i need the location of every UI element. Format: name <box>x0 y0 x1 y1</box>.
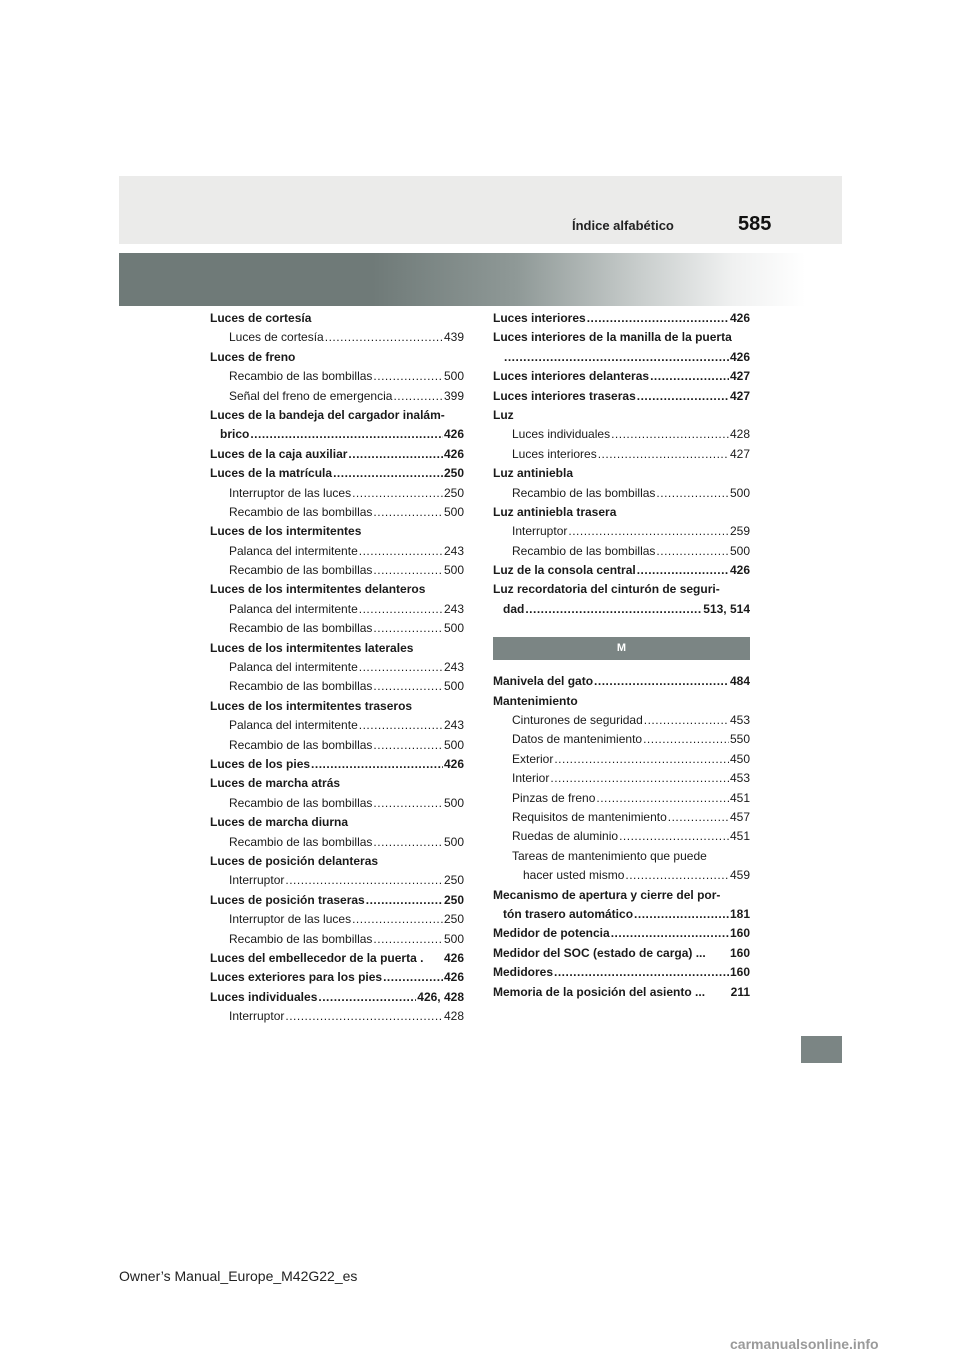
index-entry <box>493 905 750 924</box>
index-entry <box>493 983 750 1002</box>
index-entry <box>493 750 750 769</box>
header-band <box>119 176 842 244</box>
leader-dots <box>373 794 443 813</box>
leader-dots <box>637 387 729 406</box>
leader-dots <box>525 600 702 619</box>
index-entry <box>210 445 464 464</box>
page-number: 585 <box>738 213 772 235</box>
index-entry <box>210 328 464 347</box>
index-entry <box>210 968 464 987</box>
entry-label: Luces del embellecedor de la puerta . <box>210 950 424 965</box>
footer-manual-id: Owner’s Manual_Europe_M42G22_es <box>119 1268 358 1284</box>
entry-label: Interior <box>512 771 550 786</box>
entry-label: Interruptor <box>229 873 285 888</box>
index-entry <box>493 580 750 599</box>
leader-dots <box>373 677 443 696</box>
index-entry <box>210 309 464 328</box>
letter-header: M <box>493 637 750 660</box>
entry-page-number[interactable]: 160 <box>729 926 750 941</box>
index-entry <box>493 328 750 347</box>
entry-label: Luces exteriores para los pies <box>210 970 383 985</box>
leader-dots <box>250 425 443 444</box>
index-entry <box>493 484 750 503</box>
entry-label: Luces de marcha diurna <box>210 815 349 830</box>
entry-page-number[interactable]: 160 <box>729 945 750 960</box>
entry-label: Recambio de las bombillas <box>229 369 373 384</box>
entry-page-number[interactable]: 250 <box>443 892 464 907</box>
leader-dots <box>619 827 729 846</box>
entry-label: brico <box>220 427 250 442</box>
entry-label: Mantenimiento <box>493 693 578 708</box>
entry-label: Interruptor <box>512 524 568 539</box>
entry-page-number[interactable]: 426 <box>729 311 750 325</box>
entry-label: Recambio de las bombillas <box>229 504 373 519</box>
index-entry <box>493 367 750 386</box>
entry-label: Exterior <box>512 751 554 766</box>
index-entry <box>210 697 464 716</box>
index-entry <box>210 561 464 580</box>
entry-page-number[interactable]: 399 <box>443 388 464 403</box>
entry-page-number[interactable]: 453 <box>729 771 750 786</box>
entry-page-number[interactable]: 450 <box>729 751 750 766</box>
entry-label: Medidores <box>493 965 554 980</box>
entry-page-number[interactable]: 513, 514 <box>703 601 750 616</box>
entry-page-number[interactable]: 439 <box>443 330 464 345</box>
index-entry <box>210 677 464 696</box>
entry-page-number[interactable]: 243 <box>443 601 464 616</box>
index-entry <box>493 944 750 963</box>
entry-label: Palanca del intermitente <box>229 601 358 616</box>
entry-label: Luces de la matrícula <box>210 466 333 481</box>
entry-page-number[interactable]: 428 <box>729 427 750 442</box>
leader-dots <box>554 750 729 769</box>
entry-label: Luces individuales <box>210 989 318 1004</box>
entry-label: Luces de los pies <box>210 756 311 771</box>
entry-label: Interruptor de las luces <box>229 912 352 927</box>
entry-page-number[interactable]: 500 <box>729 543 750 558</box>
entry-label: Ruedas de aluminio <box>512 829 619 844</box>
entry-label: Luz antiniebla trasera <box>493 504 617 519</box>
entry-label: Luz recordatoria del cinturón de seguri- <box>493 582 720 597</box>
index-entry <box>493 309 750 328</box>
entry-page-number[interactable]: 500 <box>443 369 464 384</box>
entry-page-number[interactable]: 550 <box>729 732 750 747</box>
entry-label: Interruptor <box>229 1009 285 1024</box>
index-entry <box>210 464 464 483</box>
entry-label: Medidor del SOC (estado de carga) ... <box>493 945 706 960</box>
entry-label: tón trasero automático <box>503 906 634 921</box>
entry-label: Luces interiores traseras <box>493 388 636 403</box>
index-entry <box>493 522 750 541</box>
index-entry <box>210 522 464 541</box>
entry-page-number[interactable]: 243 <box>443 543 464 558</box>
index-entry <box>493 711 750 730</box>
entry-label: Luces de los intermitentes laterales <box>210 640 414 655</box>
leader-dots <box>668 808 729 827</box>
leader-dots <box>373 503 443 522</box>
entry-label: Mecanismo de apertura y cierre del por- <box>493 887 721 902</box>
entry-page-number[interactable]: 453 <box>729 713 750 728</box>
entry-label: Luces de marcha atrás <box>210 776 341 791</box>
entry-label: Palanca del intermitente <box>229 543 358 558</box>
leader-dots <box>596 789 729 808</box>
index-entry <box>493 789 750 808</box>
entry-label: Luz <box>493 407 514 422</box>
index-column-left <box>210 309 464 1026</box>
entry-page-number[interactable]: 211 <box>730 984 750 999</box>
entry-page-number[interactable]: 428 <box>443 1009 464 1024</box>
entry-label: Luces de la caja auxiliar <box>210 446 348 461</box>
entry-label: Palanca del intermitente <box>229 660 358 675</box>
leader-dots <box>285 1007 443 1026</box>
leader-dots <box>504 348 729 367</box>
index-entry <box>210 833 464 852</box>
entry-label: Tareas de mantenimiento que puede <box>512 848 707 863</box>
entry-label: hacer usted mismo <box>523 868 625 883</box>
index-entry <box>210 988 464 1007</box>
entry-page-number[interactable]: 259 <box>729 524 750 539</box>
entry-page-number[interactable]: 250 <box>443 873 464 888</box>
index-entry <box>210 794 464 813</box>
entry-label: Luces interiores de la manilla de la puerta <box>493 330 732 345</box>
entry-page-number[interactable]: 500 <box>443 504 464 519</box>
leader-dots <box>644 711 729 730</box>
index-entry <box>210 348 464 367</box>
entry-label: Recambio de las bombillas <box>229 795 373 810</box>
index-entry <box>493 769 750 788</box>
index-entry <box>493 445 750 464</box>
entry-label: Manivela del gato <box>493 674 594 689</box>
index-entry <box>493 692 750 711</box>
entry-page-number[interactable]: 426 <box>443 427 464 442</box>
entry-page-number[interactable]: 426 <box>729 349 750 364</box>
entry-page-number[interactable]: 500 <box>443 931 464 946</box>
leader-dots <box>637 561 729 580</box>
entry-label: dad <box>503 601 525 616</box>
entry-page-number[interactable]: 500 <box>729 485 750 500</box>
leader-dots <box>587 309 729 328</box>
entry-label: Luces de cortesía <box>210 311 312 325</box>
leader-dots <box>352 910 443 929</box>
index-entry <box>210 503 464 522</box>
entry-page-number[interactable]: 181 <box>729 906 750 921</box>
section-title: Índice alfabético <box>572 218 674 233</box>
entry-page-number[interactable]: 426 <box>443 446 464 461</box>
leader-dots <box>373 367 443 386</box>
index-entry <box>210 813 464 832</box>
index-entry <box>210 387 464 406</box>
entry-page-number[interactable]: 243 <box>443 660 464 675</box>
entry-page-number[interactable]: 243 <box>443 718 464 733</box>
entry-label: Luz de la consola central <box>493 563 636 578</box>
index-entry <box>210 639 464 658</box>
entry-page-number[interactable]: 250 <box>443 466 464 481</box>
index-entry <box>210 716 464 735</box>
leader-dots <box>359 542 443 561</box>
entry-label: Luces de los intermitentes delanteros <box>210 582 426 597</box>
index-entry <box>210 600 464 619</box>
leader-dots <box>359 716 443 735</box>
index-entry <box>210 619 464 638</box>
entry-label: Luces de los intermitentes traseros <box>210 698 413 713</box>
entry-page-number[interactable]: 451 <box>729 829 750 844</box>
leader-dots <box>373 736 443 755</box>
index-entry <box>493 847 750 866</box>
leader-dots <box>366 891 443 910</box>
entry-page-number[interactable]: 500 <box>443 737 464 752</box>
index-entry <box>210 658 464 677</box>
leader-dots <box>333 464 443 483</box>
leader-dots <box>625 866 729 885</box>
entry-label: Memoria de la posición del asiento ... <box>493 984 706 999</box>
leader-dots <box>634 905 729 924</box>
index-entry <box>493 387 750 406</box>
index-entry <box>210 774 464 793</box>
entry-label: Requisitos de mantenimiento <box>512 809 667 824</box>
index-entry <box>210 484 464 503</box>
index-entry <box>210 580 464 599</box>
leader-dots <box>318 988 416 1007</box>
entry-page-number[interactable]: 500 <box>443 621 464 636</box>
index-entry <box>493 425 750 444</box>
entry-page-number[interactable]: 426 <box>443 950 464 965</box>
index-group-m <box>493 672 750 1002</box>
index-entry <box>493 827 750 846</box>
leader-dots <box>285 871 443 890</box>
entry-label: Recambio de las bombillas <box>229 737 373 752</box>
entry-label: Recambio de las bombillas <box>229 679 373 694</box>
entry-label: Datos de mantenimiento <box>512 732 643 747</box>
entry-label: Luces interiores delanteras <box>493 369 650 384</box>
entry-label: Luces de la bandeja del cargador inalám- <box>210 407 445 422</box>
leader-dots <box>311 755 443 774</box>
chapter-tab <box>801 1036 842 1063</box>
index-entry <box>210 542 464 561</box>
entry-page-number[interactable]: 427 <box>729 446 750 461</box>
index-entry <box>493 963 750 982</box>
entry-page-number[interactable]: 426 <box>443 970 464 985</box>
index-entry <box>210 736 464 755</box>
entry-label: Luces interiores <box>493 311 586 325</box>
index-entry <box>210 1007 464 1026</box>
entry-page-number[interactable]: 500 <box>443 563 464 578</box>
index-entry <box>210 852 464 871</box>
entry-page-number[interactable]: 250 <box>443 912 464 927</box>
entry-page-number[interactable]: 160 <box>729 965 750 980</box>
entry-label: Pinzas de freno <box>512 790 596 805</box>
index-entry <box>210 930 464 949</box>
entry-label: Luces de cortesía <box>229 330 324 345</box>
index-entry <box>210 367 464 386</box>
index-entry <box>210 406 464 425</box>
index-entry <box>493 672 750 691</box>
entry-page-number[interactable]: 427 <box>729 388 750 403</box>
index-entry <box>493 348 750 367</box>
entry-page-number[interactable]: 500 <box>443 834 464 849</box>
leader-dots <box>650 367 729 386</box>
entry-page-number[interactable]: 500 <box>443 679 464 694</box>
entry-label: Luces de freno <box>210 349 296 364</box>
leader-dots <box>611 425 729 444</box>
index-entry <box>210 949 464 968</box>
leader-dots <box>594 672 729 691</box>
index-entry <box>493 600 750 619</box>
entry-label: Cinturones de seguridad <box>512 713 643 728</box>
entry-label: Recambio de las bombillas <box>229 563 373 578</box>
index-entry <box>210 425 464 444</box>
index-entry <box>210 755 464 774</box>
leader-dots <box>383 968 443 987</box>
leader-dots <box>373 833 443 852</box>
leader-dots <box>393 387 443 406</box>
watermark: carmanualsonline.info <box>730 1336 879 1352</box>
entry-label: Luces interiores <box>512 446 597 461</box>
entry-page-number[interactable]: 426 <box>729 563 750 578</box>
leader-dots <box>656 484 729 503</box>
index-entry <box>210 891 464 910</box>
leader-dots <box>359 600 443 619</box>
entry-label: Recambio de las bombillas <box>229 621 373 636</box>
entry-label: Luces individuales <box>512 427 611 442</box>
decorative-gradient-band <box>119 253 842 306</box>
index-entry <box>493 464 750 483</box>
leader-dots <box>656 542 729 561</box>
leader-dots <box>554 963 729 982</box>
entry-page-number[interactable]: 426 <box>443 756 464 771</box>
leader-dots <box>348 445 443 464</box>
index-entry <box>493 561 750 580</box>
entry-page-number[interactable]: 426, 428 <box>417 989 464 1004</box>
leader-dots <box>373 930 443 949</box>
entry-page-number[interactable]: 500 <box>443 795 464 810</box>
leader-dots <box>373 561 443 580</box>
leader-dots <box>598 445 729 464</box>
entry-label: Palanca del intermitente <box>229 718 358 733</box>
index-entry <box>493 406 750 425</box>
index-column-right <box>493 309 750 1002</box>
entry-page-number[interactable]: 459 <box>729 868 750 883</box>
entry-label: Recambio de las bombillas <box>512 543 656 558</box>
index-entry <box>493 924 750 943</box>
entry-label: Recambio de las bombillas <box>229 931 373 946</box>
leader-dots <box>373 619 443 638</box>
entry-label: Luces de posición delanteras <box>210 853 379 868</box>
leader-dots <box>568 522 729 541</box>
leader-dots <box>611 924 729 943</box>
entry-page-number[interactable]: 250 <box>443 485 464 500</box>
index-entry <box>493 808 750 827</box>
index-entry <box>493 542 750 561</box>
entry-page-number[interactable]: 427 <box>729 369 750 384</box>
entry-label: Recambio de las bombillas <box>229 834 373 849</box>
entry-label: Recambio de las bombillas <box>512 485 656 500</box>
index-entry <box>493 886 750 905</box>
leader-dots <box>550 769 729 788</box>
entry-label: Luces de los intermitentes <box>210 524 362 539</box>
leader-dots <box>643 730 729 749</box>
index-entry <box>493 730 750 749</box>
entry-label: Interruptor de las luces <box>229 485 352 500</box>
entry-page-number[interactable]: 451 <box>729 790 750 805</box>
index-entry <box>210 910 464 929</box>
leader-dots <box>352 484 443 503</box>
index-entry <box>493 866 750 885</box>
entry-page-number[interactable]: 457 <box>729 809 750 824</box>
index-group-l <box>493 309 750 619</box>
entry-page-number[interactable]: 484 <box>729 674 750 689</box>
index-entry <box>493 503 750 522</box>
index-entry <box>210 871 464 890</box>
entry-label: Luz antiniebla <box>493 466 574 481</box>
leader-dots <box>359 658 443 677</box>
entry-label: Señal del freno de emergencia <box>229 388 393 403</box>
leader-dots <box>325 328 443 347</box>
entry-label: Luces de posición traseras <box>210 892 365 907</box>
entry-label: Medidor de potencia <box>493 926 610 941</box>
